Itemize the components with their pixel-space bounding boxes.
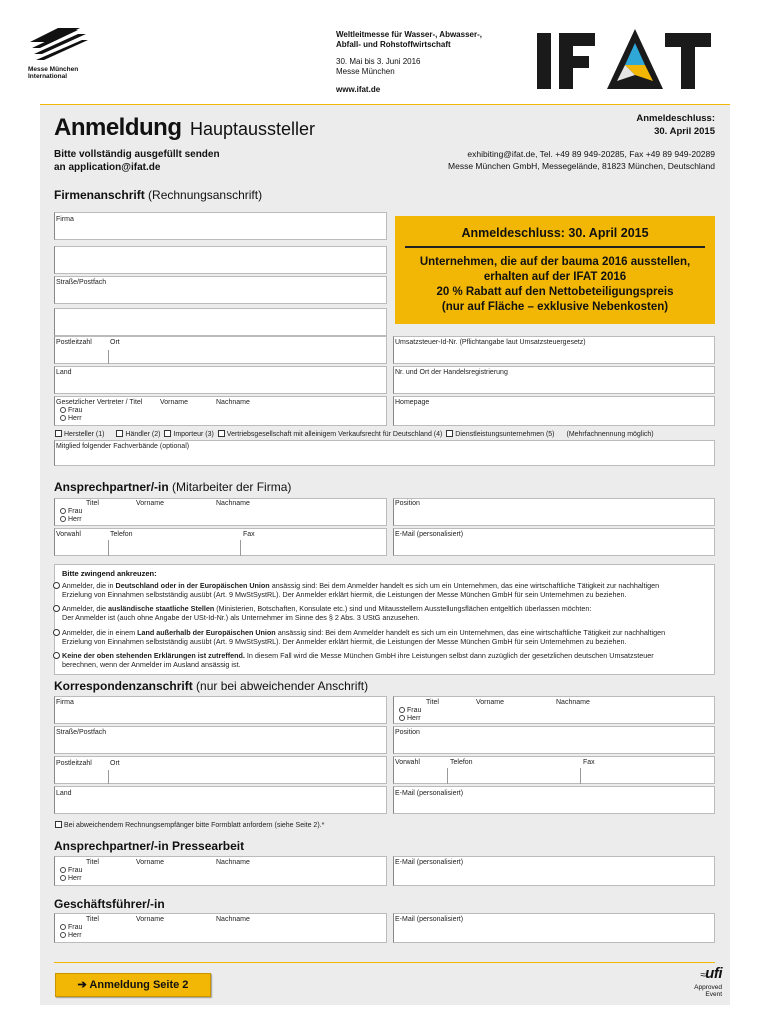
vorwahl-label: Vorwahl (56, 531, 81, 538)
radio-icon[interactable] (399, 707, 405, 713)
korr-vorname-label: Vorname (476, 699, 505, 706)
herr-option[interactable] (399, 715, 421, 723)
korr-nachname-label: Nachname (556, 699, 590, 706)
korr-firma-label: Firma (56, 699, 74, 706)
ufi-event: Event (705, 991, 722, 998)
frau-option[interactable] (399, 707, 421, 715)
korr-ort-label: Ort (110, 760, 120, 767)
korr-position-field[interactable] (393, 726, 715, 754)
header-divider (40, 104, 730, 105)
fair-dates (336, 57, 421, 77)
footer-divider (54, 962, 715, 963)
strasse-label: Straße/Postfach (56, 279, 107, 286)
checkbox-icon[interactable] (446, 430, 453, 437)
promo-line-1: Unternehmen, die auf der bauma 2016 ausstellen, (419, 256, 691, 268)
korr-name-field[interactable] (393, 696, 715, 724)
contact-line-2: Messe München GmbH, Messegelände, 81823 München, Deutschland (448, 161, 715, 171)
radio-icon[interactable] (60, 407, 66, 413)
promo-text (395, 255, 715, 315)
heading-rest: (Rechnungsanschrift) (148, 188, 263, 202)
brand-line-1: Messe München (28, 66, 79, 73)
presse-nachname-label: Nachname (216, 859, 250, 866)
ufi-logo (672, 966, 722, 998)
korr-plz-ort-field[interactable] (54, 756, 387, 784)
presse-email-label: E-Mail (personalisiert) (395, 859, 464, 866)
messe-muenchen-stripes-icon (30, 28, 90, 62)
radio-icon[interactable] (60, 875, 66, 881)
korr-plz-divider (108, 770, 109, 784)
herr-label: Herr (68, 932, 82, 939)
fair-description (336, 30, 482, 50)
radio-icon[interactable] (53, 629, 60, 636)
frau-label: Frau (68, 924, 83, 931)
page-title (54, 114, 315, 142)
frau-option[interactable] (60, 867, 82, 875)
tax-option-state[interactable] (62, 604, 710, 622)
website-link[interactable]: www.ifat.de (336, 85, 381, 94)
contact-line-1: exhibiting@ifat.de, Tel. +49 89 949-20285, Fax +49 89 949-20289 (467, 149, 715, 159)
promo-line-3: 20 % Rabatt auf den Nettobeteiligungspreis (436, 286, 674, 298)
send-instructions (54, 148, 220, 174)
fachverband-label: Mitglied folgender Fachverbände (optional) (56, 443, 190, 450)
firma-field[interactable] (54, 212, 387, 240)
vorwahl-divider (108, 540, 109, 556)
messe-muenchen-name (28, 66, 78, 80)
type-label: Importeur (3) (173, 431, 214, 438)
korr-land-field[interactable] (54, 786, 387, 814)
homepage-label: Homepage (395, 399, 430, 406)
deadline-date: 30. April 2015 (654, 126, 715, 137)
frau-label: Frau (68, 407, 83, 414)
type-label: Vertriebsgesellschaft mit alleinigem Verkaufsrecht für Deutschland (4) (226, 431, 443, 438)
radio-icon[interactable] (60, 932, 66, 938)
heading-rest: (Mitarbeiter der Firma) (172, 480, 292, 494)
plz-divider (108, 350, 109, 364)
tax-option-none-line2: berechnen, wenn der Anmelder im Ausland ansässig ist. (62, 660, 241, 669)
frau-option[interactable] (60, 407, 82, 415)
gf-titel-label: Titel (86, 916, 99, 923)
fair-desc-line-1: Weltleitmesse für Wasser-, Abwasser-, (336, 30, 482, 39)
frau-label: Frau (407, 707, 422, 714)
ufi-mark (672, 966, 722, 984)
korr-salutation (399, 707, 421, 723)
tax-option-non-eu-line2: Erzielung von Einnahmen selbstständig ausübt (Art. 9 MwStSystRL). Der Anmelder erklärt hiermit, die Leistungen der Messe München GmbH für sein Unternehmen zu beziehen. (62, 637, 627, 646)
firma-field-line-2[interactable] (54, 246, 387, 274)
korr-plz-label: Postleitzahl (56, 760, 92, 767)
deadline-label: Anmeldeschluss: (636, 113, 715, 124)
send-line-1: Bitte vollständig ausgefüllt senden (54, 149, 220, 160)
telefon-divider (240, 540, 241, 556)
radio-icon[interactable] (53, 582, 60, 589)
radio-icon[interactable] (53, 652, 60, 659)
korr-position-label: Position (395, 729, 420, 736)
fax-label: Fax (243, 531, 255, 538)
korr-land-label: Land (56, 790, 72, 797)
tax-option-eu-line2: Erzielung von Einnahmen selbstständig ausübt (Art. 9 MwStSystRL). Der Anmelder erklärt hiermit, die Leistungen der Messe München GmbH für sein Unternehmen zu beziehen. (62, 590, 627, 599)
homepage-field[interactable] (393, 396, 715, 426)
heading-rest: (nur bei abweichender Anschrift) (196, 679, 369, 693)
korr-email-label: E-Mail (personalisiert) (395, 790, 464, 797)
vorname-label: Vorname (136, 500, 165, 507)
tax-option-state-line1: Anmelder, die ausländische staatliche Stellen (Ministerien, Botschaften, Konsulate etc.) sind und Mitausstellern Ausstellungsflächen entgeltlich überlassen möchten: (62, 604, 592, 613)
tax-option-eu[interactable] (62, 581, 710, 599)
mehrfach-note: (Mehrfachnennung möglich) (566, 431, 654, 438)
handelsreg-label: Nr. und Ort der Handelsregistrierung (395, 369, 508, 376)
type-hersteller[interactable] (55, 431, 104, 438)
herr-label: Herr (68, 875, 82, 882)
checkbox-icon[interactable] (55, 430, 62, 437)
korr-telefon-label: Telefon (450, 759, 473, 766)
herr-option[interactable] (60, 415, 82, 423)
tax-option-non-eu[interactable] (62, 628, 710, 646)
land-field[interactable] (54, 366, 387, 394)
vertreter-salutation (60, 407, 82, 423)
radio-icon[interactable] (60, 516, 66, 522)
type-label: Dienstleistungsunternehmen (5) (455, 431, 555, 438)
vertreter-nachname-label: Nachname (216, 399, 250, 406)
tax-option-state-line2: Der Anmelder ist (auch ohne Angabe der USt-Id-Nr.) als Unternehmer im Sinne des § 2 Abs. 3 UStG anzusehen. (62, 613, 420, 622)
position-label: Position (395, 500, 420, 507)
section-heading-ansprechpartner (54, 480, 291, 494)
plz-label: Postleitzahl (56, 339, 92, 346)
herr-option[interactable] (60, 875, 82, 883)
korr-titel-label: Titel (426, 699, 439, 706)
herr-label: Herr (407, 715, 421, 722)
gf-email-label: E-Mail (personalisiert) (395, 916, 464, 923)
checkbox-icon[interactable] (55, 821, 62, 828)
messe-muenchen-logo (30, 28, 90, 68)
abweichender-empfaenger-option[interactable] (55, 821, 324, 829)
tax-option-none[interactable] (62, 651, 710, 669)
fair-dates-text: 30. Mai bis 3. Juni 2016 (336, 57, 421, 66)
section-heading-geschaeftsfuehrer: Geschäftsführer/-in (54, 897, 165, 911)
land-label: Land (56, 369, 72, 376)
ifat-logo-icon (535, 25, 715, 95)
ufi-text: ufi (705, 965, 722, 982)
checkbox-icon[interactable] (116, 430, 123, 437)
plz-ort-field[interactable] (54, 336, 387, 364)
nachname-label: Nachname (216, 500, 250, 507)
gf-salutation (60, 924, 82, 940)
position-field[interactable] (393, 498, 715, 526)
herr-label: Herr (68, 516, 82, 523)
frau-label: Frau (68, 508, 83, 515)
section-heading-korrespondenz (54, 679, 368, 693)
tax-option-non-eu-line1: Anmelder, die in einem Land außerhalb der Europäischen Union ansässig sind: Bei dem Anmelder handelt es sich um ein Unternehmen, das eine wirtschaftliche Tätigkeit zur nachhaltigen (62, 628, 666, 637)
type-importeur[interactable] (164, 431, 213, 438)
presse-titel-label: Titel (86, 859, 99, 866)
ort-label: Ort (110, 339, 120, 346)
promo-line-2: erhalten auf der IFAT 2016 (483, 271, 627, 283)
korr-telefon-divider (580, 768, 581, 784)
title-main: Anmeldung (54, 114, 182, 141)
contact-info (448, 148, 715, 172)
company-type-row (55, 430, 654, 438)
promo-divider (405, 246, 705, 248)
radio-icon[interactable] (60, 867, 66, 873)
tax-option-none-line1: Keine der oben stehenden Erklärungen ist zutreffend. In diesem Fall wird die Messe München GmbH ihre Leistungen selbst dann zuzüglich der gesetzlichen deutschen Umsatzsteuer (62, 651, 654, 660)
promo-title: Anmeldeschluss: 30. April 2015 (461, 226, 649, 240)
frau-option[interactable] (60, 924, 82, 932)
radio-icon[interactable] (60, 508, 66, 514)
radio-icon[interactable] (53, 605, 60, 612)
next-page-button[interactable]: ➔ Anmeldung Seite 2 (55, 973, 211, 997)
email-label: E-Mail (personalisiert) (395, 531, 464, 538)
fair-venue-text: Messe München (336, 67, 395, 76)
ansprech-salutation (60, 508, 82, 524)
promo-line-4: (nur auf Fläche – exklusive Nebenkosten) (441, 301, 669, 313)
radio-icon[interactable] (60, 415, 66, 421)
korr-phone-field[interactable] (393, 756, 715, 784)
radio-icon[interactable] (60, 924, 66, 930)
tax-title: Bitte zwingend ankreuzen: (62, 569, 157, 578)
telefon-label: Telefon (110, 531, 133, 538)
deadline-top (636, 112, 715, 138)
section-heading-firmenanschrift (54, 188, 262, 202)
heading-bold: Korrespondenzanschrift (54, 679, 193, 693)
ansprech-phone-field[interactable] (54, 528, 387, 556)
tax-option-eu-line1: Anmelder, die in Deutschland oder in der Europäischen Union ansässig sind: Bei dem Anmelder handelt es sich um ein Unternehmen, das eine wirtschaftliche Tätigkeit zur nachhaltigen (62, 581, 660, 590)
vertreter-label: Gesetzlicher Vertreter / Titel (56, 399, 143, 406)
title-sub: Hauptaussteller (189, 119, 316, 139)
herr-option[interactable] (60, 516, 82, 524)
fair-desc-line-2: Abfall- und Rohstoffwirtschaft (336, 40, 451, 49)
titel-label: Titel (86, 500, 99, 507)
strasse-field-line-2[interactable] (54, 308, 387, 336)
frau-option[interactable] (60, 508, 82, 516)
ufi-swoosh-icon: ≈ (700, 970, 706, 981)
herr-option[interactable] (60, 932, 82, 940)
send-line-2: an application@ifat.de (54, 162, 161, 173)
checkbox-icon[interactable] (218, 430, 225, 437)
heading-bold: Firmenanschrift (54, 188, 145, 202)
gf-vorname-label: Vorname (136, 916, 165, 923)
brand-line-2: International (28, 73, 68, 80)
checkbox-icon[interactable] (164, 430, 171, 437)
ust-label: Umsatzsteuer-Id-Nr. (Pflichtangabe laut Umsatzsteuergesetz) (395, 339, 586, 346)
heading-bold: Ansprechpartner/-in (54, 480, 169, 494)
type-label: Händler (2) (125, 431, 161, 438)
korr-vorwahl-divider (447, 768, 448, 784)
type-label: Hersteller (1) (64, 431, 105, 438)
korr-firma-field[interactable] (54, 696, 387, 724)
frau-label: Frau (68, 867, 83, 874)
korr-vorwahl-label: Vorwahl (395, 759, 420, 766)
herr-label: Herr (68, 415, 82, 422)
korr-strasse-label: Straße/Postfach (56, 729, 107, 736)
radio-icon[interactable] (399, 715, 405, 721)
presse-vorname-label: Vorname (136, 859, 165, 866)
vertreter-vorname-label: Vorname (160, 399, 189, 406)
firma-label: Firma (56, 216, 74, 223)
type-dienstleistung[interactable] (446, 431, 554, 438)
presse-salutation (60, 867, 82, 883)
ifat-logo (535, 25, 715, 95)
gf-nachname-label: Nachname (216, 916, 250, 923)
section-heading-presse: Ansprechpartner/-in Pressearbeit (54, 839, 245, 853)
ufi-approved: Approved (694, 984, 722, 991)
type-vertrieb[interactable] (218, 431, 443, 438)
korr-fax-label: Fax (583, 759, 595, 766)
abweichender-empfaenger-label: Bei abweichendem Rechnungsempfänger bitte Formblatt anfordern (siehe Seite 2).* (64, 822, 325, 829)
type-haendler[interactable] (116, 431, 160, 438)
